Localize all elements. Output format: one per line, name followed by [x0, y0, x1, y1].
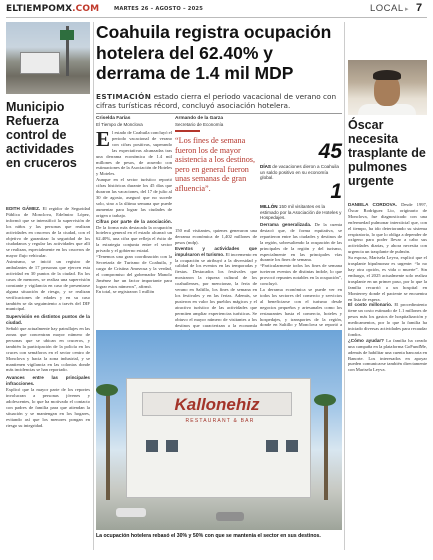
left-paragraph: Supervisión en distintos puntos de la ciudad. Señaló que actualmente hay patrullajes en las zonas que concentran mayor número de personas que se ubican en cruceros, y también la participación de la policía en los cruces con semáforos en el sector centro de Monclova y hacia la zona industrial, y se mantienen vigilancia en las colonias donde más incidencias se han reportado. — [6, 314, 90, 373]
photo-window — [166, 440, 178, 452]
right-subhead: El costo millonario. — [348, 302, 393, 308]
main-column-2: 150 mil visitantes, quienes generaron una derrama económica de 1,402 millones de pesos (mdp). Eventos y actividades que impulsaron el turismo. El incremento en la ocupación se atribuyó a la diversidad y calidad de los eventos en las temporadas y fiestas. Destacados los festivales que mostraron la riqueza cultural de los coahuilenses, por mencionar, la feria de verano en Saltillo, los fines de semana en los festivales y en las ferias. Además, se pusieron en valor los pueblos mágicos y el atractivo turístico de las actividades que permiten ampliar experiencias turísticas. Se obtuvo el mayor número de visitantes a los destinos que caracterizan a la economía — [175, 228, 257, 328]
photo-palm-frond — [96, 384, 118, 396]
stat-box-visitors: 1 MILLÓN 150 mil visitantes es la estimado por la Asociación de Hoteles y Hospedajes. — [260, 180, 342, 221]
main-column-3: Derrama generalizada. De la cuenta destacó que, de forma equitativa, se repartieron entre las ciudades y destinos de la región, sobresaliendo la ocupación de las principales de la región y del turismo, especialmente en las principales vías durante los fines de semana. “Particularmente todos los fines de semana tuvieron eventos de distintas índole, lo que provocó repuntes notables en la ocupación”, concluyó. La derrama económica se puede ver en todos los sectores del comercio y servicios al beneficiarse con el turismo desde negocios pequeños y artesanales como los restaurantes hasta el comercio, hoteles y hospedajes, y transportes de la región, donde en Saltillo y Monclova se reportó a — [260, 222, 342, 328]
left-paragraph: Avances entre las principales infracciones. Explicó que la mayor parte de los reportes involucran a personas jóvenes y adolescentes, lo que ha motivado el contacto con padres de familia para que atiendan la situación y se mantengan en los hogares, evitando así que los menores pongan en riesgo su integridad. — [6, 375, 90, 428]
column-divider-left — [93, 22, 94, 550]
photo-car — [216, 512, 244, 521]
crossing-photo — [6, 22, 90, 94]
photo-restaurant-sign: Kallonehiz — [142, 392, 292, 416]
stat-box-days: 45 DÍAS de vacaciones dieron a Coahuila un saldo positivo en su economía global. — [260, 140, 342, 181]
byline-author: Criselda Farías El Tiempo de Monclova — [96, 116, 143, 127]
left-subhead: Supervisión en distintos puntos de la ciudad. — [6, 314, 90, 326]
page-number: 7 — [416, 2, 423, 14]
stat-number: 1 — [330, 180, 342, 203]
photo-truck — [20, 52, 60, 74]
photo-restaurant-subsign: RESTAURANT & BAR — [185, 418, 255, 424]
logo-suffix: .COM — [72, 4, 100, 14]
photo-window — [266, 440, 278, 452]
newspaper-logo — [6, 4, 99, 14]
photo-window — [146, 440, 158, 452]
stat-number: 45 — [318, 140, 342, 163]
left-subhead: Avances entre las principales infracciones. — [6, 375, 90, 387]
photo-car — [116, 508, 146, 517]
chevron-right-icon: ▸ — [405, 5, 409, 13]
issue-date: MARTES 26 – AGOSTO – 2025 — [114, 6, 203, 12]
photo-sign — [60, 30, 74, 40]
deck-label: ESTIMACIÓN — [96, 92, 152, 101]
right-subhead: ¿Cómo ayudar? — [348, 337, 384, 343]
restaurant-photo — [96, 330, 342, 530]
section-name: LOCAL — [370, 3, 404, 14]
logo-text: ELTIEMPOMX — [6, 4, 73, 14]
photo-palm-trunk — [324, 400, 328, 500]
left-article-headline: Municipio Refuerza control de actividades en cruceros — [6, 100, 77, 170]
headline-line: hotelera del 62.40% y — [96, 42, 274, 63]
right-article-body: DANIELA CORDOVA. Desde 1997, Óscar Rodríguez Lio, originario de Monclova, fue diagnosticado con una enfermedad pulmonar intersticial que, con el tiempo, ha ido deteriorando su sistema respiratorio, lo que lo obliga a depender de oxígeno para poder llevar a cabo sus actividades diarias, y ahora necesita con urgencia un trasplante de pulmón. Su esposa, Marisela Leyva, explicó que el trasplante bipulmonar es urgente: “lo no hay otra opción, es vida o muerte”. Sin embargo, el 2025 actualmente solo realiza trasplante en un primer paso, por lo que la familia recurrió a un hospital en Monterrey donde el paciente se encuentra en lista de espera. El costo millonario. El procedimiento tiene un costo estimado de 1.1 millones de pesos más los gastos de hospitalización y medicamentos, por lo que la familia ha iniciado diversas actividades para recaudar fondos. ¿Cómo ayudar? La familia ha creado una campaña en la plataforma GoFundMe, además de habilitar una cuenta bancaria en Banorte. Los interesados en apoyar pueden comunicarse también directamente con Marisela Leyva. — [348, 202, 428, 373]
column-subhead: Eventos y actividades que impulsaron el turismo. — [175, 245, 257, 257]
right-byline: DANIELA CORDOVA. — [348, 202, 397, 207]
byline-quoted-source: Armando de la Garza Secretario de Economía — [175, 116, 224, 127]
left-article-body — [6, 206, 90, 429]
quote-text: “Los fines de semana fueron los de mayor asistencia a los destinos, pero en general fueron unas semanas de gran afluencia”. — [175, 136, 256, 193]
main-headline — [96, 22, 342, 84]
main-deck — [96, 92, 342, 110]
main-column-1: El estado de Coahuila concluyó el periodo vacacional de verano con cifras positivas, superando las expectativas alcanzadas tras una derrama económica de 1.4 mil millones de pesos, de acuerdo con estimaciones de la Asociación de Hoteles y Moteles. Aunque en el sector turístico reportó cifras históricas durante los 45 días que duraron las vacaciones, del 17 de julio al 30 de agosto, aseguró que no sucede solo, sino a la última semana que puede aumentar para lograr las ciudades de origen o trabajo. Cifras por parte de la asociación. De la forma más destacada la ocupación hotelera general en el estado alcanzó un 62.40%, una cifra que refleja el éxito de la estrategia conjunta entre el sector privado y el gobierno estatal. “Tenemos una gran coordinación con la Secretaría de Turismo de Coahuila, y cargo de Cristina Amezcua y la verdad, el compromiso del gobernador Manolo Jiménez fue un factor importante para lograr estos números”, afirmó. En total, se registraron 1 millón — [96, 127, 172, 295]
column-subhead: Cifras por parte de la asociación. — [96, 218, 172, 224]
headline-line: derrama de 1.4 mil MDP — [96, 63, 294, 83]
left-paragraph: EDITH GÁMEZ. El regidor de Seguridad Pública de Monclova, Edelmiro López, informó que se intensificó la supervisión de los niños y las personas que realizan actividades en cruceros de la ciudad, con el objetivo de garantizar la seguridad de los ciudadanos y regular las actividades que allí se realizan, especialmente en los cruceros de mayor flujo vehicular. — [6, 206, 90, 259]
deck-rule — [96, 113, 342, 114]
header-divider — [6, 17, 427, 18]
portrait-photo — [348, 60, 427, 115]
quote-bar — [175, 130, 200, 132]
drop-cap: E — [96, 127, 111, 151]
pull-quote — [175, 130, 257, 194]
left-byline: EDITH GÁMEZ. — [6, 206, 41, 211]
photo-palm-frond — [314, 394, 336, 406]
photo-caption: La ocupación hotelera rebasó el 30% y 50% con que se mantenía el sector en sus destinos. — [96, 533, 321, 539]
left-paragraph: Asimismo, se inició un registro de ambulantes de 17 personas que ejercen esta actividad en 30 puntos de la ciudad. En los casos de menores, se realiza una supervisión constante y vigilancia en caso de presentarse alguna situación de riesgo, y se realizan verificaciones de edades y en su caso también se da seguimiento a través del DIF municipal. — [6, 259, 90, 312]
headline-line: Coahuila registra ocupación — [96, 22, 332, 42]
photo-window — [286, 440, 298, 452]
photo-palm-trunk — [106, 390, 110, 500]
right-article-headline: Óscar necesita trasplante de pulmones urgente — [348, 118, 426, 188]
column-subhead: Derrama generalizada. — [260, 222, 312, 227]
photo-hair — [373, 70, 401, 80]
column-divider-right — [344, 22, 345, 550]
deck-text: estado cierra el periodo vacacional de verano con cifras turísticas récord, concluyó asociación hotelera. — [96, 92, 337, 110]
